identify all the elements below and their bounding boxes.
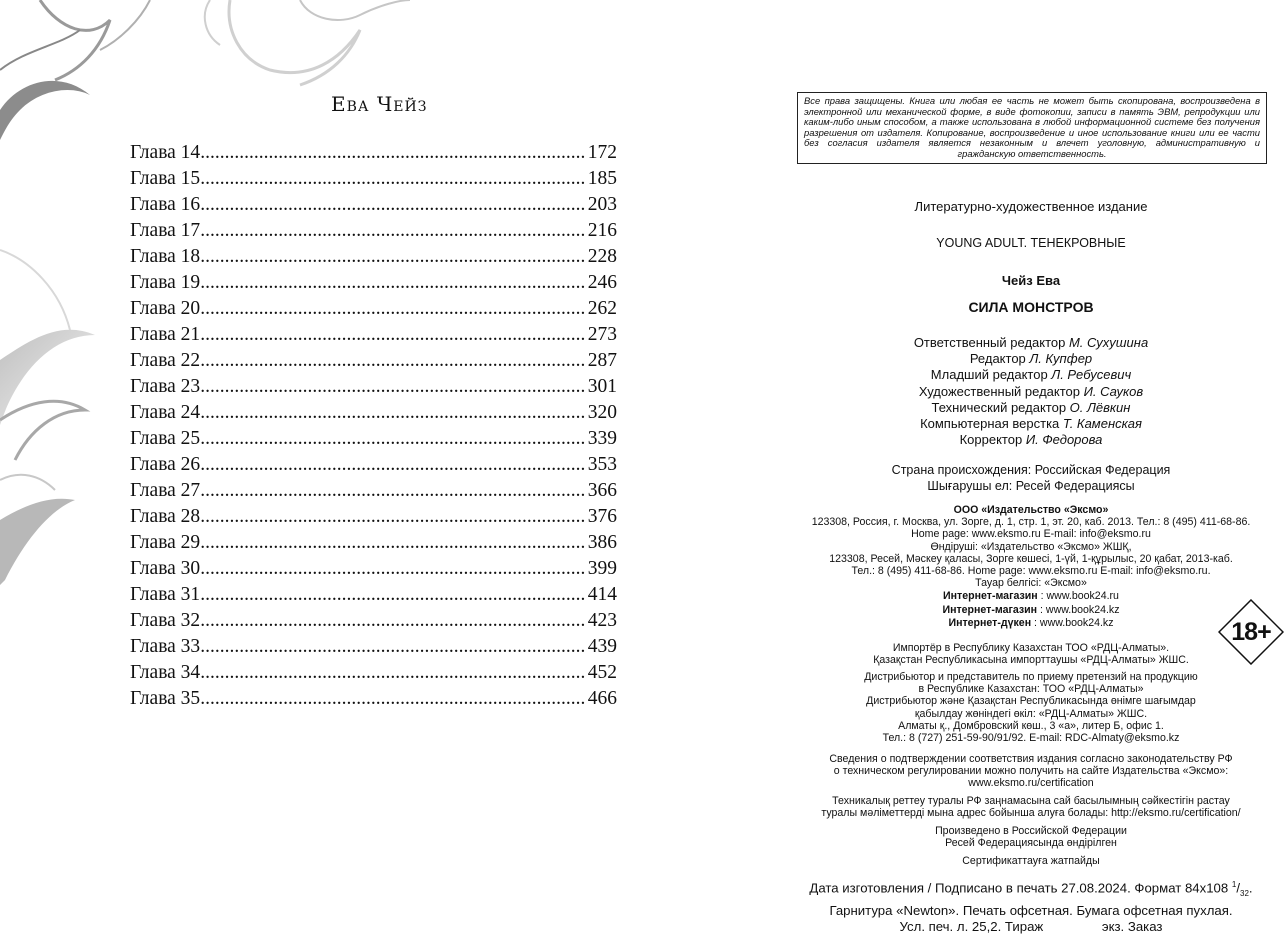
toc-page-number: 320 bbox=[587, 402, 617, 423]
publisher-line: 123308, Россия, г. Москва, ул. Зорге, д. 1, стр. 1, эт. 20, каб. 2013. Тел.: 8 (495) 411-68-86. bbox=[811, 516, 1251, 529]
toc-page-number: 376 bbox=[587, 506, 617, 527]
shops-list bbox=[780, 590, 1282, 631]
toc-page-number: 366 bbox=[587, 480, 617, 501]
credit-name: Т. Каменская bbox=[1062, 416, 1142, 432]
publisher-line: Home page: www.eksmo.ru E-mail: info@eksmo.ru bbox=[911, 528, 1151, 541]
toc-chapter-title: Глава 16 bbox=[130, 194, 201, 215]
toc-row bbox=[130, 452, 617, 478]
distributor-block bbox=[780, 671, 1282, 744]
print-info-line2: Гарнитура «Newton». Печать офсетная. Бумага офсетная пухлая. bbox=[829, 902, 1233, 918]
edition-type: Литературно-художественное издание bbox=[914, 199, 1148, 214]
publisher-line: 123308, Ресей, Мәскеу қаласы, Зорге көшесі, 1-үй, 1-құрылыс, 20 қабат, 2013-каб. bbox=[829, 552, 1233, 565]
toc-page-number: 228 bbox=[587, 246, 617, 267]
certification-kz bbox=[780, 795, 1282, 819]
toc-row bbox=[130, 322, 617, 348]
credit-role: Компьютерная верстка bbox=[920, 416, 1063, 432]
origin-ru: Страна происхождения: Российская Федерация bbox=[891, 463, 1171, 477]
credit-name: И. Федорова bbox=[1025, 432, 1103, 448]
credit-line bbox=[780, 384, 1282, 400]
toc-page-number: 339 bbox=[587, 428, 617, 449]
toc-chapter-title: Глава 28 bbox=[130, 506, 201, 527]
toc-leader-dots bbox=[200, 296, 586, 322]
toc-leader-dots bbox=[200, 348, 586, 374]
toc-row bbox=[130, 426, 617, 452]
toc-leader-dots bbox=[200, 244, 586, 270]
publisher-lines bbox=[780, 516, 1282, 589]
toc-page-number: 439 bbox=[587, 636, 617, 657]
credit-line bbox=[780, 400, 1282, 416]
toc-chapter-title: Глава 14 bbox=[130, 142, 201, 163]
distributor-line: Дистрибьютор и представитель по приему претензий на продукцию bbox=[864, 671, 1198, 683]
certification-ru-line: www.eksmo.ru/certification bbox=[968, 777, 1094, 790]
toc-leader-dots bbox=[200, 686, 586, 712]
credit-line bbox=[780, 335, 1282, 351]
publisher-line: Өндіруші: «Издательство «Эксмо» ЖШҚ, bbox=[930, 540, 1132, 553]
credit-role: Младший редактор bbox=[930, 367, 1052, 383]
toc-leader-dots bbox=[200, 426, 586, 452]
toc-page-number: 262 bbox=[587, 298, 617, 319]
credit-name: Л. Купфер bbox=[1029, 351, 1093, 367]
toc-row bbox=[130, 244, 617, 270]
print-info-line3: Усл. печ. л. 25,2. Тираж экз. Заказ bbox=[899, 919, 1163, 935]
publisher-line: Тел.: 8 (495) 411-68-86. Home page: www.eksmo.ru E-mail: info@eksmo.ru. bbox=[851, 565, 1211, 578]
origin-kz: Шығарушы ел: Ресей Федерациясы bbox=[927, 479, 1135, 493]
toc-row bbox=[130, 374, 617, 400]
toc-page-number: 386 bbox=[587, 532, 617, 553]
author-name: Чейз Ева bbox=[1001, 273, 1061, 288]
toc-chapter-title: Глава 22 bbox=[130, 350, 201, 371]
toc-chapter-title: Глава 34 bbox=[130, 662, 201, 683]
toc-leader-dots bbox=[200, 660, 586, 686]
shop-line bbox=[780, 604, 1282, 618]
toc-chapter-title: Глава 24 bbox=[130, 402, 201, 423]
toc-row bbox=[130, 686, 617, 712]
toc-page-number: 203 bbox=[587, 194, 617, 215]
shop-url: : www.book24.ru bbox=[1037, 590, 1119, 603]
toc-page-number: 301 bbox=[587, 376, 617, 397]
toc-chapter-title: Глава 27 bbox=[130, 480, 201, 501]
credit-name: Л. Ребусевич bbox=[1051, 367, 1132, 383]
certification-ru bbox=[780, 753, 1282, 790]
toc-row bbox=[130, 270, 617, 296]
toc-page-number: 353 bbox=[587, 454, 617, 475]
toc-chapter-title: Глава 33 bbox=[130, 636, 201, 657]
toc-chapter-title: Глава 19 bbox=[130, 272, 201, 293]
toc-chapter-title: Глава 17 bbox=[130, 220, 201, 241]
print-format-text: Дата изготовления / Подписано в печать 27.08.2024. Формат 84х108 bbox=[809, 880, 1229, 896]
toc-chapter-title: Глава 18 bbox=[130, 246, 201, 267]
credit-line bbox=[780, 432, 1282, 448]
table-of-contents bbox=[130, 140, 617, 712]
produced-line: Ресей Федерациясында өндірілген bbox=[945, 837, 1117, 850]
importer-block bbox=[780, 642, 1282, 666]
toc-leader-dots bbox=[200, 374, 586, 400]
toc-page-number: 246 bbox=[587, 272, 617, 293]
toc-row bbox=[130, 192, 617, 218]
toc-page-number: 423 bbox=[587, 610, 617, 631]
produced-line: Произведено в Российской Федерации bbox=[935, 825, 1127, 837]
toc-leader-dots bbox=[200, 608, 586, 634]
shop-label: Интернет-магазин bbox=[942, 603, 1038, 616]
toc-chapter-title: Глава 15 bbox=[130, 168, 201, 189]
distributor-line: Тел.: 8 (727) 251-59-90/91/92. E-mail: RDC-Almaty@eksmo.kz bbox=[882, 732, 1180, 745]
certification-ru-line: Сведения о подтверждении соответствия издания согласно законодательству РФ bbox=[829, 753, 1233, 765]
shop-label: Интернет-магазин bbox=[943, 590, 1038, 603]
toc-chapter-title: Глава 20 bbox=[130, 298, 201, 319]
distributor-line: Дистрибьютор және Қазақстан Республикасында өнімге шағымдар bbox=[866, 695, 1196, 708]
credit-name: И. Сауков bbox=[1083, 383, 1144, 399]
toc-leader-dots bbox=[200, 192, 586, 218]
shop-url: : www.book24.kz bbox=[1037, 603, 1120, 616]
toc-row bbox=[130, 400, 617, 426]
toc-row bbox=[130, 218, 617, 244]
credit-name: М. Сухушина bbox=[1068, 335, 1149, 350]
toc-row bbox=[130, 478, 617, 504]
toc-leader-dots bbox=[200, 634, 586, 660]
toc-row bbox=[130, 504, 617, 530]
publisher-line: Тауар белгісі: «Эксмо» bbox=[975, 577, 1087, 590]
no-certification: Сертификаттауға жатпайды bbox=[962, 855, 1100, 867]
credit-role: Корректор bbox=[959, 432, 1026, 448]
shop-line bbox=[780, 590, 1282, 604]
credit-role: Ответственный редактор bbox=[913, 335, 1069, 350]
toc-leader-dots bbox=[200, 452, 586, 478]
toc-leader-dots bbox=[200, 322, 586, 348]
distributor-line: в Республике Казахстан: ТОО «РДЦ-Алматы» bbox=[918, 683, 1144, 696]
toc-row bbox=[130, 582, 617, 608]
toc-leader-dots bbox=[200, 140, 586, 166]
credit-role: Технический редактор bbox=[931, 399, 1070, 415]
format-numerator: 1 bbox=[1231, 880, 1237, 889]
toc-chapter-title: Глава 29 bbox=[130, 532, 201, 553]
toc-row bbox=[130, 296, 617, 322]
shop-label: Интернет-дүкен bbox=[948, 617, 1032, 630]
print-format-suffix: . bbox=[1248, 880, 1253, 896]
toc-row bbox=[130, 556, 617, 582]
certification-ru-line: о техническом регулировании можно получить на сайте Издательства «Эксмо»: bbox=[833, 765, 1229, 778]
rights-notice: Все права защищены. Книга или любая ее часть не может быть скопирована, воспроизведена в электронной или механической форме, в виде фотокопии, записи в память ЭВМ, репродукции или каким-либо иным способом, а также использована в любой информационной системе без получения разрешения от издателя. Копирование, воспроизведение и иное использование книги или ее части без согласия издателя является незаконным и влечет уголовную, административную и гражданскую ответственность. bbox=[797, 92, 1267, 164]
toc-chapter-title: Глава 21 bbox=[130, 324, 201, 345]
running-head: Ева Чейз bbox=[331, 92, 428, 116]
toc-page-number: 185 bbox=[587, 168, 617, 189]
toc-leader-dots bbox=[200, 582, 586, 608]
age-rating-label: 18+ bbox=[1231, 618, 1271, 646]
toc-chapter-title: Глава 32 bbox=[130, 610, 201, 631]
publisher-block bbox=[780, 504, 1282, 631]
toc-row bbox=[130, 140, 617, 166]
credit-line bbox=[780, 367, 1282, 383]
toc-leader-dots bbox=[200, 270, 586, 296]
shop-line bbox=[780, 617, 1282, 631]
publisher-name: ООО «Издательство «Эксмо» bbox=[953, 504, 1109, 516]
importer-line: Импортёр в Республику Казахстан ТОО «РДЦ-Алматы». bbox=[892, 642, 1170, 654]
toc-row bbox=[130, 348, 617, 374]
toc-page-number: 414 bbox=[587, 584, 617, 605]
book-title: СИЛА МОНСТРОВ bbox=[968, 299, 1094, 315]
toc-leader-dots bbox=[200, 400, 586, 426]
credit-line bbox=[780, 416, 1282, 432]
toc-chapter-title: Глава 31 bbox=[130, 584, 201, 605]
toc-leader-dots bbox=[200, 530, 586, 556]
toc-chapter-title: Глава 35 bbox=[130, 688, 201, 709]
toc-page-number: 452 bbox=[587, 662, 617, 683]
toc-leader-dots bbox=[200, 166, 586, 192]
print-info-line1: Дата изготовления / Подписано в печать 27.08.2024. Формат 84х108 $^1/_{32}$. bbox=[809, 880, 1253, 899]
credits-block bbox=[780, 335, 1282, 448]
toc-page-number: 273 bbox=[587, 324, 617, 345]
toc-page-number: 287 bbox=[587, 350, 617, 371]
toc-chapter-title: Глава 23 bbox=[130, 376, 201, 397]
toc-page-number: 466 bbox=[587, 688, 617, 709]
toc-page-number: 216 bbox=[587, 220, 617, 241]
toc-row bbox=[130, 660, 617, 686]
distributor-line: Алматы қ., Домбровский көш., 3 «а», литер Б, офис 1. bbox=[898, 719, 1164, 732]
print-info bbox=[780, 877, 1282, 936]
credit-line bbox=[780, 351, 1282, 367]
toc-page-number: 399 bbox=[587, 558, 617, 579]
shop-url: : www.book24.kz bbox=[1031, 617, 1114, 630]
toc-leader-dots bbox=[200, 478, 586, 504]
toc-chapter-title: Глава 25 bbox=[130, 428, 201, 449]
toc-leader-dots bbox=[200, 556, 586, 582]
toc-page-number: 172 bbox=[587, 142, 617, 163]
toc-row bbox=[130, 634, 617, 660]
toc-chapter-title: Глава 30 bbox=[130, 558, 201, 579]
toc-row bbox=[130, 530, 617, 556]
credit-role: Редактор bbox=[969, 351, 1030, 367]
credit-role: Художественный редактор bbox=[918, 383, 1084, 399]
importer-line: Қазақстан Республикасына импорттаушы «РДЦ-Алматы» ЖШС. bbox=[873, 654, 1189, 667]
toc-chapter-title: Глава 26 bbox=[130, 454, 201, 475]
distributor-line: қабылдау жөніндегі өкіл: «РДЦ-Алматы» ЖШС. bbox=[914, 707, 1148, 720]
credit-name: О. Лёвкин bbox=[1069, 399, 1131, 415]
certification-kz-line: туралы мәліметтерді мына адрес бойынша алуға болады: http://eksmo.ru/certification/ bbox=[821, 807, 1241, 820]
certification-kz-line: Техникалық реттеу туралы РФ заңнамасына сай басылымның сәйкестігін растау bbox=[832, 795, 1230, 807]
format-denominator: 32 bbox=[1240, 889, 1249, 899]
toc-row bbox=[130, 166, 617, 192]
toc-leader-dots bbox=[200, 504, 586, 530]
produced-in bbox=[780, 825, 1282, 849]
toc-row bbox=[130, 608, 617, 634]
series-name: YOUNG ADULT. ТЕНЕКРОВНЫЕ bbox=[936, 236, 1126, 250]
toc-leader-dots bbox=[200, 218, 586, 244]
